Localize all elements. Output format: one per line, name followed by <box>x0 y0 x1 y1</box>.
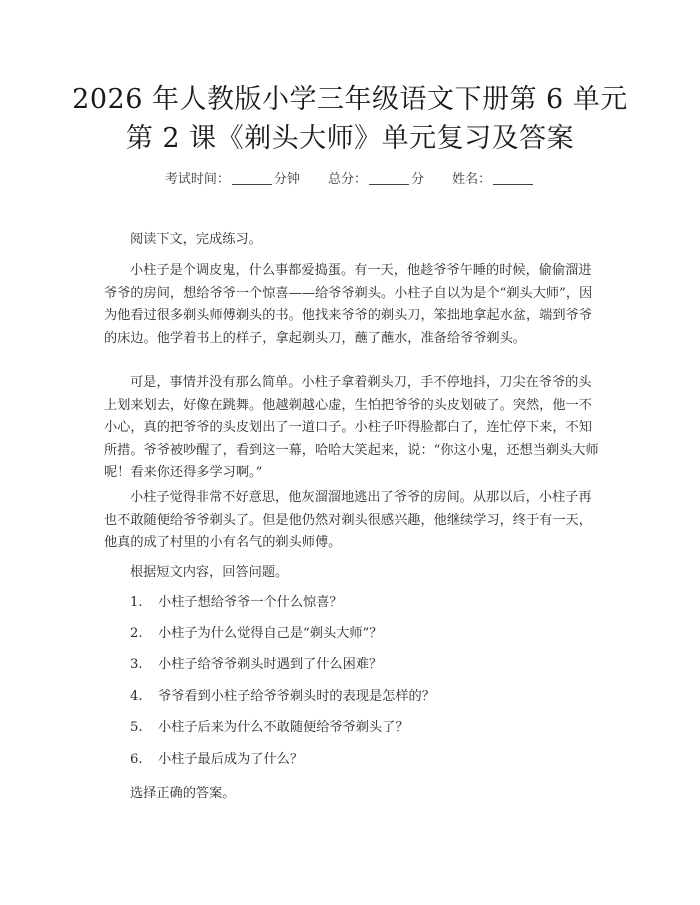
exam-name <box>452 172 535 187</box>
passage-paragraph-2: 可是，事情并没有那么简单。小柱子拿着剃头刀，手不停地抖，刀尖在爷爷的头上划来划去，好像在跳舞。他越剃越心虚，生怕把爷爷的头皮划破了。突然，他一不小心，真的把爷爷的头皮划出了一道口子。小柱子吓得脸都白了，连忙停下来，不知所措。爷爷被吵醒了，看到这一幕，哈哈大笑起来，说：“你这小鬼，还想当剃头大师呢！看来你还得多学习啊。” <box>104 375 599 480</box>
question-number: 5. <box>130 720 143 735</box>
exam-score-label: 总分： <box>327 172 367 187</box>
reading-instruction: 阅读下文，完成练习。 <box>130 232 262 247</box>
exam-info-line <box>0 168 700 187</box>
question-item <box>130 686 610 708</box>
question-number: 6. <box>130 752 143 767</box>
exam-score-blank <box>369 184 409 185</box>
question-number: 1. <box>130 595 143 610</box>
question-number: 2. <box>130 626 143 641</box>
question-text: 小柱子最后成为了什么？ <box>158 752 304 767</box>
questions-instruction: 根据短文内容，回答问题。 <box>130 565 289 580</box>
document-title-line-1: 2026 年人教版小学三年级语文下册第 6 单元 <box>72 84 628 115</box>
passage-paragraph-1: 小柱子是个调皮鬼，什么事都爱捣蛋。有一天，他趁爷爷午睡的时候，偷偷溜进爷爷的房间，想给爷爷一个惊喜——给爷爷剃头。小柱子自以为是个“剃头大师”，因为他看过很多剃头师傅剃头的书。他找来爷爷的剃头刀，笨拙地拿起水盆，端到爷爷的床边。他学着书上的样子，拿起剃头刀，蘸了蘸水，准备给爷爷剃头。 <box>104 263 593 346</box>
question-text: 小柱子为什么觉得自己是“剃头大师”？ <box>158 626 383 641</box>
exam-time <box>165 172 304 187</box>
choose-answer-instruction: 选择正确的答案。 <box>130 786 236 801</box>
question-item <box>130 749 610 771</box>
question-text: 小柱子后来为什么不敢随便给爷爷剃头了？ <box>158 720 409 735</box>
exam-time-blank <box>232 184 272 185</box>
question-item <box>130 654 610 676</box>
exam-time-unit: 分钟 <box>273 172 300 187</box>
question-item <box>130 717 610 739</box>
exam-name-label: 姓名： <box>452 172 492 187</box>
exam-score-unit: 分 <box>411 172 425 187</box>
question-item <box>130 592 610 614</box>
question-text: 小柱子想给爷爷一个什么惊喜？ <box>158 595 343 610</box>
exam-name-blank <box>493 184 533 185</box>
question-number: 4. <box>130 689 143 704</box>
question-item <box>130 623 610 645</box>
question-text: 爷爷看到小柱子给爷爷剃头时的表现是怎样的？ <box>158 689 435 704</box>
question-text: 小柱子给爷爷剃头时遇到了什么困难？ <box>158 657 383 672</box>
question-number: 3. <box>130 657 143 672</box>
document-title-line-2: 第 2 课《剃头大师》单元复习及答案 <box>125 123 575 154</box>
exam-score <box>328 172 428 187</box>
passage-paragraph-3: 小柱子觉得非常不好意思，他灰溜溜地逃出了爷爷的房间。从那以后，小柱子再也不敢随便给爷爷剃头了。但是他仍然对剃头很感兴趣，他继续学习，终于有一天，他真的成了村里的小有名气的剃头师傅。 <box>104 490 592 550</box>
exam-time-label: 考试时间： <box>164 172 230 187</box>
